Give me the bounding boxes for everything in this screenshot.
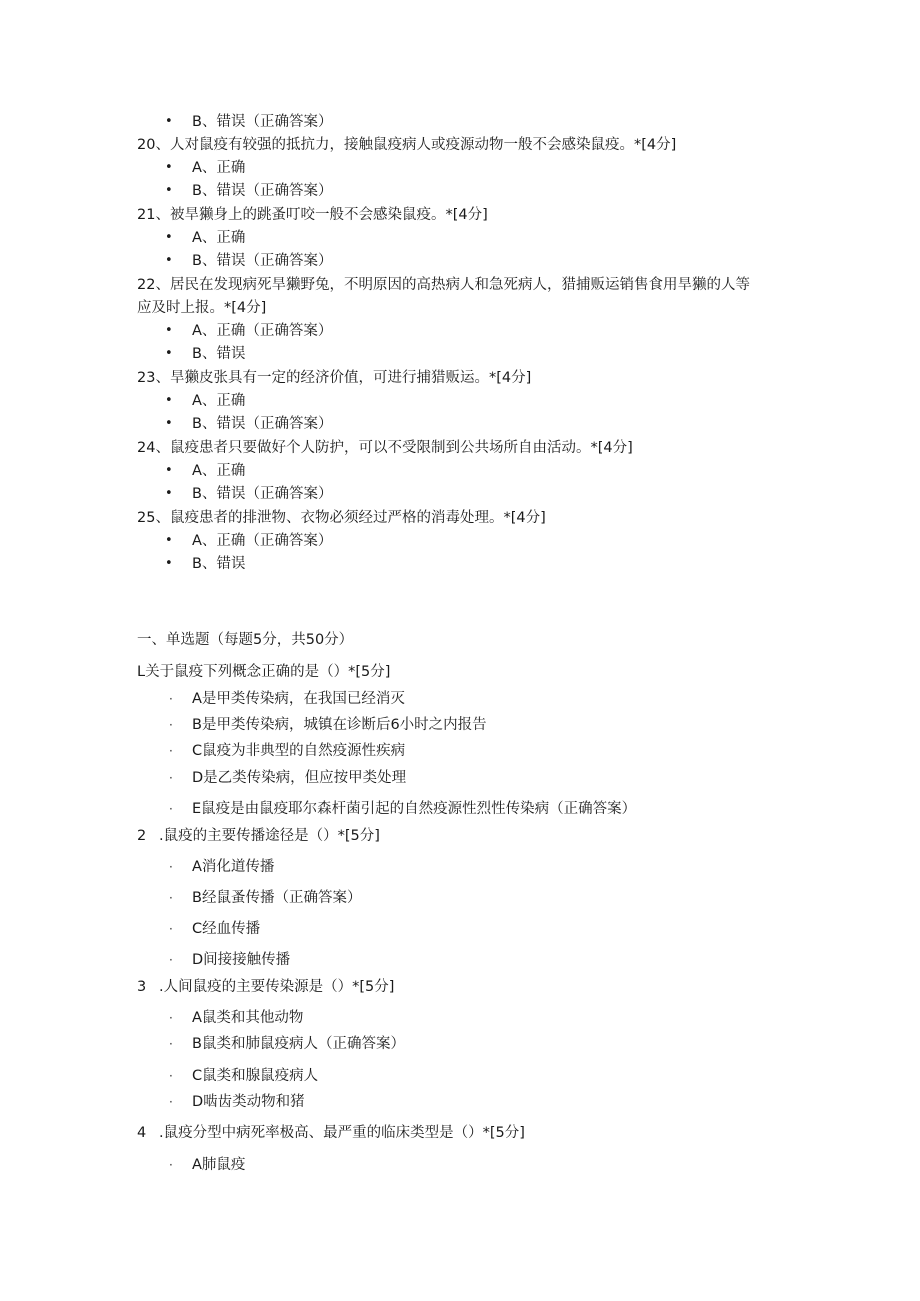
tf-option-bullet: • bbox=[165, 463, 173, 478]
question-text: .鼠疫分型中病死率极高、最严重的临床类型是（）*[5分] bbox=[159, 1125, 525, 1141]
mc-option-3-b: B鼠类和肺鼠疫病人（正确答案） bbox=[192, 1036, 405, 1052]
tf-option-22-b: B、错误 bbox=[192, 346, 246, 362]
mc-option-1-b: B是甲类传染病，城镇在诊断后6小时之内报告 bbox=[192, 717, 487, 733]
mc-option-bullet: · bbox=[169, 802, 173, 816]
mc-question-3 bbox=[137, 977, 394, 997]
mc-option-bullet: · bbox=[169, 953, 173, 967]
tf-question-24: 24、鼠疫患者只要做好个人防护，可以不受限制到公共场所自由活动。*[4分] bbox=[137, 440, 633, 456]
tf-question-22-line2: 应及时上报。*[4分] bbox=[137, 300, 267, 316]
tf-option-21-a: A、正确 bbox=[192, 230, 246, 246]
tf-option-bullet: • bbox=[165, 230, 173, 245]
mc-option-2-c: C经血传播 bbox=[192, 921, 261, 937]
tf-option-25-a: A、正确（正确答案） bbox=[192, 533, 333, 549]
mc-option-bullet: · bbox=[169, 860, 173, 874]
tf-question-25: 25、鼠疫患者的排泄物、衣物必须经过严格的消毒处理。*[4分] bbox=[137, 510, 546, 526]
question-text: 关于鼠疫下列概念正确的是（）*[5分] bbox=[145, 664, 391, 680]
mc-option-3-d: D啮齿类动物和猪 bbox=[192, 1094, 305, 1110]
tf-option-25-b: B、错误 bbox=[192, 556, 246, 572]
mc-option-bullet: · bbox=[169, 1095, 173, 1109]
mc-option-1-e: E鼠疫是由鼠疫耶尔森杆菌引起的自然疫源性烈性传染病（正确答案） bbox=[192, 801, 637, 817]
mc-option-bullet: · bbox=[169, 1069, 173, 1083]
tf-option-bullet: • bbox=[165, 160, 173, 175]
mc-option-2-b: B经鼠蚤传播（正确答案） bbox=[192, 890, 362, 906]
tf-option-bullet: • bbox=[165, 393, 173, 408]
tf-option-20-a: A、正确 bbox=[192, 160, 246, 176]
tf-option-bullet: • bbox=[165, 346, 173, 361]
tf-question-22-line1: 22、居民在发现病死旱獭野兔，不明原因的高热病人和急死病人，猎捕贩运销售食用旱獭的人等 bbox=[137, 277, 750, 293]
mc-option-1-a: A是甲类传染病，在我国已经消灭 bbox=[192, 691, 405, 707]
question-text: .人间鼠疫的主要传染源是（）*[5分] bbox=[159, 979, 395, 995]
tf-option-20-b: B、错误（正确答案） bbox=[192, 183, 333, 199]
mc-option-1-c: C鼠疫为非典型的自然疫源性疾病 bbox=[192, 743, 406, 759]
question-number: 3 bbox=[137, 979, 147, 995]
mc-option-bullet: · bbox=[169, 1037, 173, 1051]
mc-option-bullet: · bbox=[169, 718, 173, 732]
mc-question-2 bbox=[137, 826, 380, 846]
mc-option-bullet: · bbox=[169, 692, 173, 706]
tf-option-bullet: • bbox=[165, 533, 173, 548]
mc-option-1-d: D是乙类传染病，但应按甲类处理 bbox=[192, 770, 407, 786]
section-title: 一、单选题（每题5分，共50分） bbox=[137, 632, 354, 648]
tf-option-bullet: • bbox=[165, 253, 173, 268]
question-text: .鼠疫的主要传播途径是（）*[5分] bbox=[159, 828, 380, 844]
mc-option-3-c: C鼠类和腺鼠疫病人 bbox=[192, 1068, 319, 1084]
mc-option-bullet: · bbox=[169, 922, 173, 936]
tf-option-22-a: A、正确（正确答案） bbox=[192, 323, 333, 339]
mc-option-2-a: A消化道传播 bbox=[192, 859, 275, 875]
tf-question-21: 21、被旱獭身上的跳蚤叮咬一般不会感染鼠疫。*[4分] bbox=[137, 207, 488, 223]
tf-option-23-a: A、正确 bbox=[192, 393, 246, 409]
tf-option-19-b: B、错误（正确答案） bbox=[192, 114, 333, 130]
tf-option-21-b: B、错误（正确答案） bbox=[192, 253, 333, 269]
mc-option-bullet: · bbox=[169, 771, 173, 785]
mc-option-2-d: D间接接触传播 bbox=[192, 952, 291, 968]
mc-question-4 bbox=[137, 1123, 525, 1143]
tf-question-20: 20、人对鼠疫有较强的抵抗力，接触鼠疫病人或疫源动物一般不会感染鼠疫。*[4分] bbox=[137, 137, 677, 153]
tf-question-23: 23、旱獭皮张具有一定的经济价值，可进行捕猎贩运。*[4分] bbox=[137, 370, 532, 386]
tf-option-24-a: A、正确 bbox=[192, 463, 246, 479]
mc-question-1 bbox=[137, 662, 390, 682]
question-number: L bbox=[137, 664, 146, 680]
question-number: 2 bbox=[137, 828, 147, 844]
tf-option-24-b: B、错误（正确答案） bbox=[192, 486, 333, 502]
mc-option-4-a: A肺鼠疫 bbox=[192, 1157, 246, 1173]
tf-option-bullet: • bbox=[165, 556, 173, 571]
mc-option-3-a: A鼠类和其他动物 bbox=[192, 1010, 304, 1026]
mc-option-bullet: · bbox=[169, 1011, 173, 1025]
mc-option-bullet: · bbox=[169, 891, 173, 905]
tf-option-bullet: • bbox=[165, 416, 173, 431]
mc-option-bullet: · bbox=[169, 744, 173, 758]
tf-option-bullet: • bbox=[165, 183, 173, 198]
tf-option-bullet: • bbox=[165, 323, 173, 338]
mc-option-bullet: · bbox=[169, 1158, 173, 1172]
tf-option-bullet: • bbox=[165, 486, 173, 501]
tf-option-bullet: • bbox=[165, 114, 173, 129]
tf-option-23-b: B、错误（正确答案） bbox=[192, 416, 333, 432]
question-number: 4 bbox=[137, 1125, 147, 1141]
